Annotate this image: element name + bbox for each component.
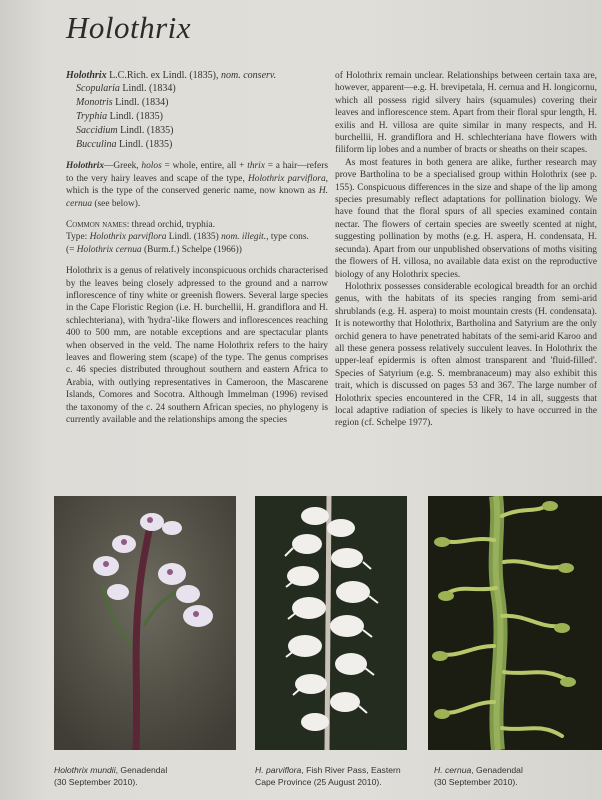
intro-paragraph: Holothrix is a genus of relatively inconspicuous orchids characterised by the leaves being closely adpressed to the ground and a narrow inflorescence of tiny white or greenish flowers. Several large species in the Cape Floristic Region (i.e. H. burchellii, H. grandiflora and H. schlechteriana), with 'hydra'-like flowers and inflorescences reaching 400 to 500 mm, are notable exceptions and are spectacular plants when observed in the veld. The name Holothrix refers to the hairy leaves and flowering stem (scape) of the type. The genus comprises c. 46 species distributed throughout southern and eastern Africa to Arabia, with outlying representatives in Cameroon, the Mascarene Islands, Comores and Socotra. Although Immelman (1996) revised the taxonomy of the c. 24 southern African species, no phylogeny is currently available and the relationships among the species — [66, 266, 328, 426]
right-column — [335, 70, 597, 430]
synonym-item: Tryphia Lindl. (1835) — [76, 111, 163, 122]
synonym-item: Bucculina Lindl. (1835) — [76, 138, 173, 150]
synonym-item: Scopularia Lindl. (1834) — [76, 83, 176, 95]
page-title: Holothrix — [66, 10, 192, 45]
caption-h-cernua: H. cernua, Genadendal (30 September 2010). — [434, 765, 523, 787]
right-paragraph-3: Holothrix possesses considerable ecological breadth for an orchid genus, with the habitats of its species ranging from semi-arid shrublands (e.g. H. aspera) to moist mountain crests (H. condensata). It is noteworthy that Holothrix, Bartholina and Satyrium are the only orchid genera to have penetrated habitats of the semi-arid Karoo and all these genera possess relatively succulent leaves. In Holothrix the upper-leaf epidermis is often almost transparent and 'fluid-filled'. Species of Satyrium (e.g. S. membranaceum) may also exhibit this trait, which is discussed on pages 53 and 367. The large number of Holothrix species encountered in the CFR, 14 in all, suggests that local adaptive radiation of species is likely to have occurred in the region (cf. Schelpe 1977). — [335, 281, 597, 429]
right-paragraph-1: of Holothrix remain unclear. Relationships between certain taxa are, however, apparent—e.g. H. brevipetala, H. cernua and H. longicornu, which all possess rigid silvery hairs (squamules) covering their leaves and inflorescence stem. Apart from their floral spur length, H. exilis and H. villosa are quite similar in many respects, and H. burchellii, H. grandiflora and H. schlechteriana have flowers with filiform lip lobes and a number of bracts or sheaths on their scapes. — [335, 71, 597, 156]
synonym-list — [66, 70, 328, 151]
photo-h-parviflora — [255, 496, 407, 750]
synonym-item: Saccidium Lindl. (1835) — [76, 124, 174, 136]
accepted-name: Holothrix L.C.Rich. ex Lindl. (1835), nom. conserv. — [66, 70, 277, 81]
caption-holothrix-mundii: Holothrix mundii, Genadendal (30 September 2010). — [54, 765, 168, 787]
synonym-item: Monotris Lindl. (1834) — [76, 97, 169, 109]
etymology-paragraph: Holothrix—Greek, holos = whole, entire, all + thrix = a hair—refers to the very hairy leaves and scape of the type, Holothrix parviflora, which is the type of the conserved generic name, now known as H. cernua (see below). — [66, 161, 328, 209]
caption-h-parviflora: H. parviflora, Fish River Pass, Eastern Cape Province (25 August 2010). — [255, 765, 401, 787]
photo-holothrix-mundii — [54, 496, 236, 750]
right-paragraph-2: As most features in both genera are alike, further research may prove Bartholina to be a specialised group within Holothrix (see p. 155). Conspicuous differences in the size and shape of the lip among species presumably reflect adaptations for pollination biology. We have found that the floral spurs of all species examined contain nectar. The flowers of certain species are sweetly scented at night, suggesting pollination by moths (e.g. H. aspera, H. condensata, H. secunda). Apart from our unpublished observations of moths visiting the flowers of H. villosa, no available data exist on the reproductive biology of any Holothrix species. — [335, 157, 597, 280]
left-column — [66, 70, 328, 427]
common-names: Common names: thread orchid, tryphia. Type: Holothrix parviflora Lindl. (1835) nom. illegit., type cons. (= Holothrix cernua (Burm.f.) Schelpe (1966)) — [66, 220, 309, 255]
photo-h-cernua — [428, 496, 602, 750]
